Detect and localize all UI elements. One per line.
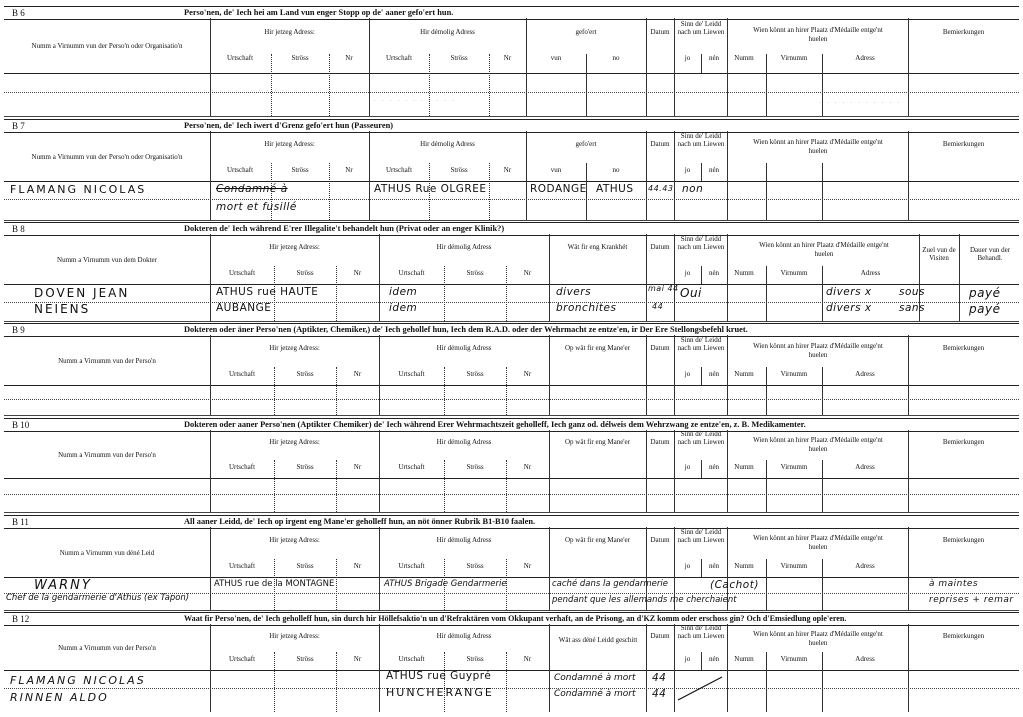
header-medaille: Wien könnt an hirer Plaatz d'Médaille entge'nt huelen <box>759 241 889 258</box>
section-title: Waat fir Perso'nen, de' Iech geholleff hun, sin durch hir Höllefsaktio'n un d'Refraktären vom Okkupant verhaft, an de Prisong, an d'KZ komm oder erschoss gin? Och d'Emsiedlung ople'eren. <box>184 614 847 623</box>
header-addr-then: Hir démolig Adress <box>436 243 492 251</box>
section-b11 <box>4 515 1019 610</box>
header-ortschaft: Urtschaft <box>226 54 254 62</box>
header-jo: jo <box>684 166 691 174</box>
section-title: Dokteren de' Iech während E'rer Illegalite't behandelt hun (Privat oder an enger Klinik?) <box>184 224 505 233</box>
header-medaille: Wien könnt an hirer Plaatz d'Médaille entge'nt huelen <box>753 630 883 647</box>
section-id: B 6 <box>12 8 25 18</box>
header-stross: Ströss <box>466 655 484 663</box>
header-jo: jo <box>684 562 691 570</box>
header-stross: Ströss <box>291 166 309 174</box>
b7-now-line1: Condamné à <box>216 183 288 195</box>
header-stross: Ströss <box>296 370 314 378</box>
header-ortschaft: Urtschaft <box>228 463 256 471</box>
header-geschitt: Wät ass déné Leidd geschitt <box>558 636 638 644</box>
header-no: no <box>612 166 620 174</box>
section-b9 <box>4 323 1019 415</box>
header-name: Numm a Virnumm vun der Perso'n oder Organisatio'n <box>31 153 183 161</box>
header-jo: jo <box>684 54 691 62</box>
header-nen: nén <box>708 562 720 570</box>
b12-strike-mark <box>676 674 726 704</box>
header-medaille: Wien könnt an hirer Plaatz d'Médaille entge'nt huelen <box>753 26 883 43</box>
header-bemierkungen: Bemierkungen <box>942 632 985 640</box>
header-ortschaft: Urtschaft <box>228 562 256 570</box>
b8-name2: NEIENS <box>34 302 91 316</box>
section-id: B 7 <box>12 121 25 131</box>
b7-then-addr: ATHUS Rue OLGREE <box>374 183 487 195</box>
header-maneier: Op wät fir eng Mane'er <box>564 536 630 544</box>
header-virnumm: Virnumm <box>780 54 808 62</box>
header-nr: Nr <box>523 655 532 663</box>
header-numm: Numm <box>734 269 754 277</box>
header-medaille: Wien könnt an hirer Plaatz d'Médaille entge'nt huelen <box>753 138 883 155</box>
header-ortschaft: Urtschaft <box>385 54 413 62</box>
header-stross: Ströss <box>466 370 484 378</box>
header-numm: Numm <box>734 370 754 378</box>
header-ortschaft: Urtschaft <box>228 655 256 663</box>
header-ortschaft: Urtschaft <box>398 269 425 277</box>
b8-dauer2: sans <box>899 302 926 314</box>
b11-name1: WARNY <box>34 578 92 593</box>
header-dauer: Dauer vun der Behandl. <box>969 246 1011 262</box>
section-b6 <box>4 6 1019 116</box>
header-nen: nén <box>708 463 720 471</box>
b11-now-addr: ATHUS rue de la MONTAGNE <box>214 579 335 589</box>
header-name: Numm a Virnumm vun déné Leid <box>59 549 155 557</box>
header-adress: Adress <box>855 562 875 570</box>
b8-zuel2: divers x <box>826 302 872 314</box>
header-nr: Nr <box>345 166 353 174</box>
b11-name2: Chef de la gendarmerie d'Athus (ex Tapon) <box>6 593 190 603</box>
header-stross: Ströss <box>450 54 468 62</box>
b12-name2: RINNEN ALDO <box>10 691 109 704</box>
header-numm: Numm <box>734 655 754 663</box>
header-nr: Nr <box>353 269 362 277</box>
header-sinn: Sinn de' Leidd nach um Liewen <box>677 235 725 251</box>
header-ortschaft: Urtschaft <box>398 655 425 663</box>
section-id: B 11 <box>12 517 29 527</box>
header-name: Numm a Virnumm vun der Perso'n oder Organisatio'n <box>31 42 183 50</box>
header-stross: Ströss <box>296 655 314 663</box>
header-addr-now: Hir jetzeg Adress: <box>269 632 320 640</box>
header-name: Numm a Virnumm vun der Perso'n <box>58 644 156 652</box>
header-ortschaft: Urtschaft <box>385 166 413 174</box>
section-b8 <box>4 222 1019 321</box>
b8-then1: idem <box>389 286 418 298</box>
section-title: Dokteren oder aaner Perso'nen (Aptikter Chemiker) de' Iech während Erer Wehrmachtszeit geholleff, Iech ganz od. délweis dem Wehrzwang ze entze'en, z. B. Medikamenter. <box>184 420 806 429</box>
section-id: B 10 <box>12 420 30 430</box>
header-stross: Ströss <box>296 269 314 277</box>
b8-zuel1: divers x <box>826 286 872 298</box>
b7-name: FLAMANG NICOLAS <box>10 183 147 196</box>
header-nr: Nr <box>523 269 532 277</box>
header-nr: Nr <box>353 370 362 378</box>
header-datum: Datum <box>650 438 670 446</box>
header-virnumm: Virnumm <box>780 655 808 663</box>
header-addr-then: Hir démolig Adress <box>420 140 475 148</box>
header-nr: Nr <box>345 54 353 62</box>
header-nr: Nr <box>353 562 362 570</box>
b12-datum1: 44 <box>652 672 667 684</box>
header-name: Numm a Virnumm vun dem Dokter <box>57 256 157 264</box>
b7-from: RODANGE <box>530 183 587 195</box>
section-b10 <box>4 418 1019 512</box>
b11-bem2: reprises + remar <box>929 595 1014 605</box>
header-nen: nén <box>708 370 720 378</box>
header-nr: Nr <box>523 463 532 471</box>
b8-now-addr1: ATHUS rue HAUTE <box>216 286 319 298</box>
header-nr: Nr <box>523 562 532 570</box>
header-datum: Datum <box>650 344 670 352</box>
section-id: B 9 <box>12 325 25 335</box>
header-stross: Ströss <box>291 54 309 62</box>
header-numm: Numm <box>734 463 754 471</box>
header-sinn: Sinn de' Leidd nach um Liewen <box>677 624 725 640</box>
b11-then-addr: ATHUS Brigade Gendarmerie <box>384 579 507 589</box>
b8-name1: DOVEN JEAN <box>34 286 130 300</box>
header-numm: Numm <box>734 562 754 570</box>
b7-nen: non <box>682 183 704 195</box>
b8-bem1: payé <box>969 286 1001 300</box>
faint-marks: · · · · · · · · · · · <box>374 98 457 105</box>
header-bemierkungen: Bemierkungen <box>942 536 985 544</box>
header-addr-then: Hir démolig Adress <box>436 344 492 352</box>
section-b12 <box>4 612 1019 712</box>
header-gefoert: gefo'ert <box>575 28 597 36</box>
header-nen: nén <box>708 269 720 277</box>
b8-illness1: divers <box>556 286 592 298</box>
header-datum: Datum <box>650 140 670 148</box>
header-adress: Adress <box>855 463 875 471</box>
header-ortschaft: Urtschaft <box>226 166 254 174</box>
section-id: B 12 <box>12 614 30 624</box>
b12-addr2: HUNCHERANGE <box>386 686 494 699</box>
section-title: Perso'nen, de' Iech hei am Land vun enger Stopp op de' aaner gefo'ert hun. <box>184 8 454 17</box>
header-gefoert: gefo'ert <box>575 140 597 148</box>
b8-datum2: 44 <box>652 302 664 311</box>
header-krankheet: Wät fir eng Krankhét <box>567 243 628 251</box>
header-ortschaft: Urtschaft <box>398 562 425 570</box>
header-jo: jo <box>684 655 691 663</box>
header-bemierkungen: Bemierkungen <box>942 140 985 148</box>
header-nr: Nr <box>353 655 362 663</box>
header-jo: jo <box>684 463 691 471</box>
header-stross: Ströss <box>296 463 314 471</box>
header-no: no <box>612 54 620 62</box>
header-adress: Adress <box>855 370 875 378</box>
header-numm: Numm <box>734 54 754 62</box>
header-nen: nén <box>708 54 720 62</box>
header-addr-then: Hir démolig Adress <box>436 438 492 446</box>
header-ortschaft: Urtschaft <box>398 370 425 378</box>
section-id: B 8 <box>12 224 25 234</box>
header-nr: Nr <box>523 370 532 378</box>
section-title: All aaner Leidd, de' Iech op irgent eng Mane'er geholleff hun, an nöt önner Rubrik B1-B10 faalen. <box>184 517 536 526</box>
header-ortschaft: Urtschaft <box>228 370 256 378</box>
b7-datum: 44.43 <box>648 184 674 193</box>
header-vun: vun <box>550 166 562 174</box>
header-bemierkungen: Bemierkungen <box>942 438 985 446</box>
header-addr-then: Hir démolig Adress <box>420 28 475 36</box>
header-virnumm: Virnumm <box>780 562 808 570</box>
b8-dauer1: sous <box>899 286 926 298</box>
header-addr-now: Hir jetzeg Adress: <box>264 140 315 148</box>
header-stross: Ströss <box>466 269 484 277</box>
b8-now-addr2: AUBANGE <box>216 302 272 314</box>
b11-maneier2: pendant que les allemands me cherchaient <box>552 595 737 605</box>
header-datum: Datum <box>650 632 670 640</box>
header-addr-now: Hir jetzeg Adress: <box>269 536 320 544</box>
header-virnumm: Virnumm <box>780 463 808 471</box>
header-medaille: Wien könnt an hirer Plaatz d'Médaille entge'nt huelen <box>753 534 883 551</box>
header-datum: Datum <box>650 28 670 36</box>
header-sinn: Sinn de' Leidd nach um Liewen <box>677 20 725 36</box>
section-title: Perso'nen, de' Iech iwert d'Grenz gefo'ert hun (Passeuren) <box>184 121 394 130</box>
header-nr: Nr <box>353 463 362 471</box>
header-stross: Ströss <box>466 463 484 471</box>
header-name: Numm a Virnumm vun der Perso'n <box>58 357 156 365</box>
b8-illness2: bronchites <box>556 302 617 314</box>
header-addr-then: Hir démolig Adress <box>436 632 492 640</box>
header-medaille: Wien könnt an hirer Plaatz d'Médaille entge'nt huelen <box>753 436 883 453</box>
header-sinn: Sinn de' Leidd nach um Liewen <box>677 528 725 544</box>
header-stross: Ströss <box>450 166 468 174</box>
b8-datum1: mai 44 <box>648 284 679 293</box>
header-bemierkungen: Bemierkungen <box>942 28 985 36</box>
header-sinn: Sinn de' Leidd nach um Liewen <box>677 430 725 446</box>
header-bemierkungen: Bemierkungen <box>942 344 985 352</box>
header-addr-then: Hir démolig Adress <box>436 536 492 544</box>
header-datum: Datum <box>650 536 670 544</box>
header-addr-now: Hir jetzeg Adress: <box>269 438 320 446</box>
b7-to: ATHUS <box>596 183 634 195</box>
b8-then2: idem <box>389 302 418 314</box>
b11-cachot: (Cachot) <box>710 579 759 591</box>
header-virnumm: Virnumm <box>780 269 808 277</box>
header-jo: jo <box>684 269 691 277</box>
header-virnumm: Virnumm <box>780 370 808 378</box>
header-addr-now: Hir jetzeg Adress: <box>269 344 320 352</box>
header-maneier: Op wät fir eng Mane'er <box>564 344 630 352</box>
header-maneier: Op wät fir eng Mane'er <box>564 438 630 446</box>
header-vun: vun <box>550 54 562 62</box>
header-ortschaft: Urtschaft <box>398 463 425 471</box>
faint-marks: · · · · · · · · · · · <box>204 88 287 95</box>
header-medaille: Wien könnt an hirer Plaatz d'Médaille entge'nt huelen <box>753 342 883 359</box>
header-addr-now: Hir jetzeg Adress: <box>269 243 320 251</box>
b12-datum2: 44 <box>652 688 667 700</box>
header-adress: Adress <box>860 269 881 277</box>
header-adress: Adress <box>855 54 875 62</box>
header-name: Numm a Virnumm vun der Perso'n <box>58 451 156 459</box>
b11-maneier1: caché dans la gendarmerie <box>552 579 668 589</box>
header-datum: Datum <box>650 243 670 251</box>
header-sinn: Sinn de' Leidd nach um Liewen <box>677 336 725 352</box>
section-title: Dokteren oder äner Perso'nen (Aptikter, Chemiker,) de' Iech gehollef hun, Iech dem R.A.D. oder der Wehrmacht ze entze'en, ir Der Ere Stellongsbefehl kruet. <box>184 325 748 334</box>
faint-marks: · · · · · · · · · · · <box>819 100 902 107</box>
b8-bem2: payé <box>969 302 1001 316</box>
header-jo: jo <box>684 370 691 378</box>
section-b7 <box>4 119 1019 220</box>
header-nen: nén <box>708 655 720 663</box>
header-zuel: Zuel vun de Visiten <box>922 246 956 262</box>
b12-name1: FLAMANG NICOLAS <box>10 674 146 687</box>
header-nr: Nr <box>503 166 512 174</box>
b12-fate1: Condamné à mort <box>554 673 636 683</box>
header-ortschaft: Urtschaft <box>228 269 256 277</box>
header-nr: Nr <box>503 54 512 62</box>
b12-addr1: ATHUS rue Guypré <box>386 670 492 682</box>
b7-now-line2: mort et fusillé <box>216 201 297 213</box>
header-stross: Ströss <box>466 562 484 570</box>
header-nen: nén <box>708 166 720 174</box>
header-sinn: Sinn de' Leidd nach um Liewen <box>677 132 725 148</box>
b12-fate2: Condamné à mort <box>554 689 636 699</box>
b8-jo: Oui <box>680 286 702 300</box>
b11-bem1: à maintes <box>929 579 979 589</box>
header-addr-now: Hir jetzeg Adress: <box>264 28 315 36</box>
header-adress: Adress <box>855 655 875 663</box>
header-stross: Ströss <box>296 562 314 570</box>
